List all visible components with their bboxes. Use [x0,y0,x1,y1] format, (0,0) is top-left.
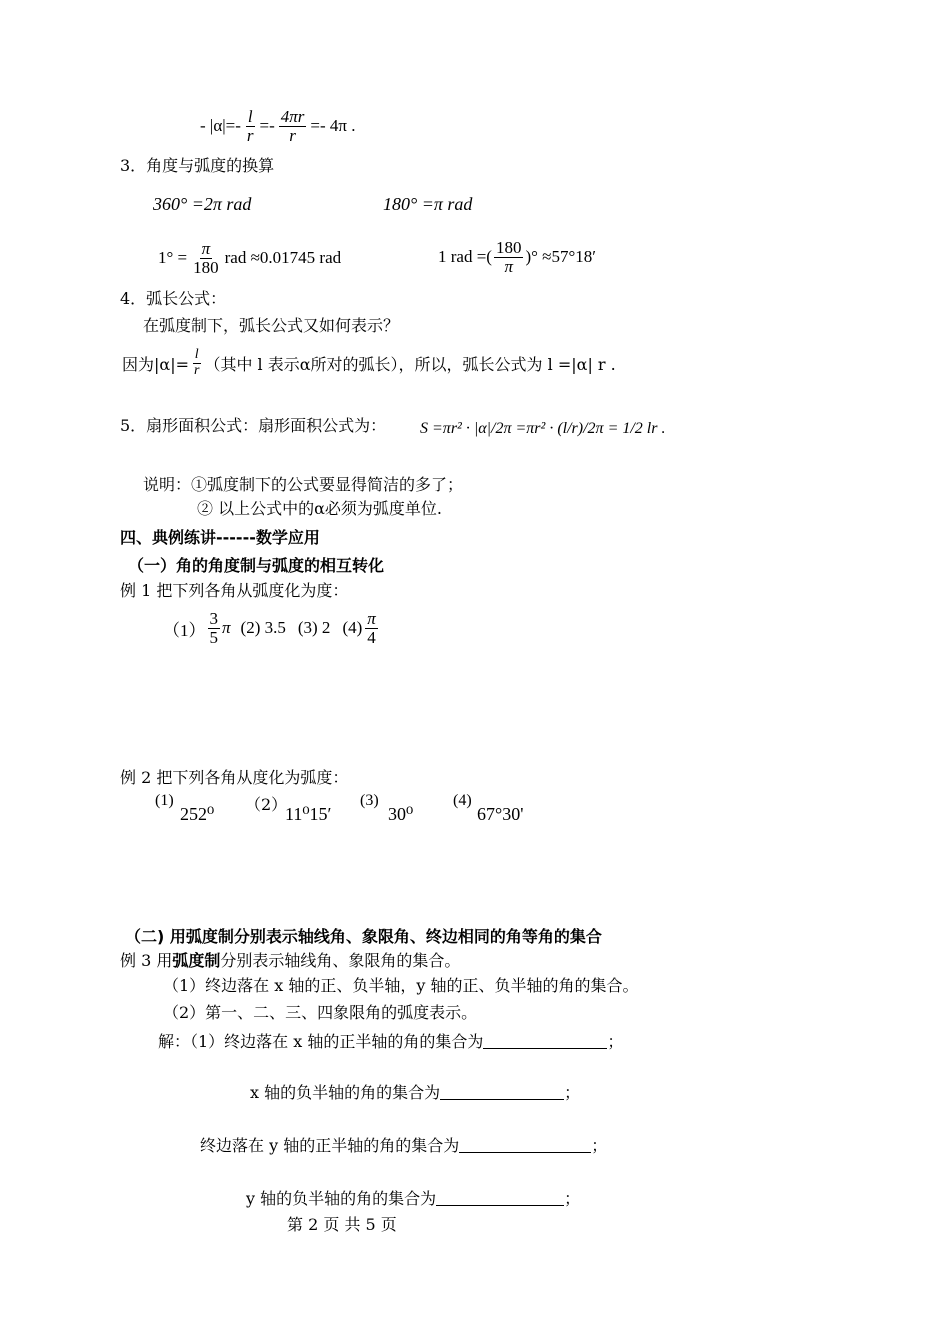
example-3-question-2: （2）第一、二、三、四象限角的弧度表示。 [163,1003,478,1022]
subsection-1-title: （一）角的角度制与弧度的相互转化 [128,556,385,575]
example-2-item-3-label: (3) [360,792,379,809]
formula-eq: =- [259,116,275,135]
answer-blank-3[interactable] [459,1136,591,1153]
note-line-2: ② 以上公式中的α必须为弧度单位. [197,499,442,518]
answer-blank-1[interactable] [483,1032,607,1049]
example-3-title: 例 3 用弧度制分别表示轴线角、象限角的集合。 [120,951,461,970]
formula-180: 180° =π rad [383,194,473,214]
section-3-title: 3．角度与弧度的换算 [120,156,275,175]
formula-frac-4pir-r: $\frac{4\pi r}{r}$ [280,106,305,145]
section-4-question: 在弧度制下，弧长公式又如何表示？ [143,316,400,335]
formula-rhs: =- 4π . [310,116,356,135]
arc-length-formula: 因为|α|= $\frac{l}{r}$ （其中 l 表示α所对的弧长），所以，弧长公式为 l =|α| r . [122,346,616,378]
section-5-title: 5．扇形面积公式：扇形面积公式为： [120,416,387,435]
answer-line-2: x 轴的负半轴的角的集合为 ； [250,1083,581,1102]
formula-lhs: - |α|=- [200,116,241,135]
section-4-title: 4．弧长公式： [120,289,227,308]
top-formula [200,100,355,152]
answer-line-3: 终边落在 y 轴的正半轴的角的集合为 ； [200,1136,608,1155]
example-1-items: （1） $\frac{3}{5}$ π (2) 3.5 (3) 2 (4) $\frac{\pi}{4}$ [163,608,376,647]
answer-line-4: y 轴的负半轴的角的集合为 ； [246,1189,581,1208]
example-2-item-1-label: (1) [155,792,174,809]
subsection-2-title: （二) 用弧度制分别表示轴线角、象限角、终边相同的角等角的集合 [125,927,602,946]
example-1-title: 例 1 把下列各角从弧度化为度： [120,581,349,600]
note-line-1: 说明：①弧度制下的公式要显得简洁的多了； [143,475,464,494]
formula-1-rad: 1 rad =( $\frac{180}{\pi}$ )° ≈57°18′ [438,237,597,276]
answer-line-1: 解：（1）终边落在 x 轴的正半轴的角的集合为 ； [158,1032,624,1051]
page-footer: 第 2 页 共 5 页 [287,1215,397,1234]
example-2-item-3-value: 30⁰ [388,804,414,824]
formula-1-degree: 1° = $\frac{\pi}{180}$ rad ≈0.01745 rad [158,238,342,277]
answer-blank-2[interactable] [440,1083,564,1100]
formula-frac-l-r: $\frac{l}{r}$ [246,106,254,145]
sector-area-formula: S =πr² · |α|/2π =πr² · (l/r)/2π = 1/2 lr . [420,420,666,437]
example-2-item-4-label: (4) [453,792,472,809]
example-3-question-1: （1）终边落在 x 轴的正、负半轴，y 轴的正、负半轴的角的集合。 [163,976,639,995]
formula-360: 360° =2π rad [153,194,252,214]
example-2-item-1-value: 252⁰ [180,804,215,824]
example-2-item-2-value: 11⁰15′ [285,804,332,824]
answer-blank-4[interactable] [436,1189,564,1206]
example-2-item-4-value: 67°30' [477,804,524,824]
section-four-title: 四、典例练讲------数学应用 [120,528,320,547]
example-2-title: 例 2 把下列各角从度化为弧度： [120,768,349,787]
example-2-item-2-label: （2） [245,795,288,814]
